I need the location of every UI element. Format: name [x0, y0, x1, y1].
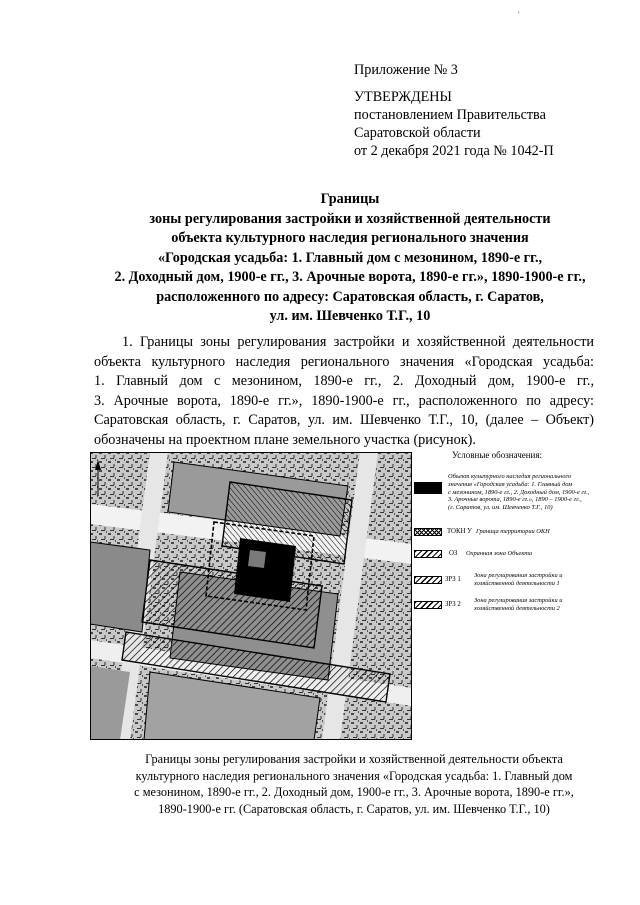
- legend-code: ЗРЗ 2: [445, 601, 461, 608]
- caption-line: с мезонином, 1890-е гг., 2. Доходный дом, 1900-е гг., 3. Арочные ворота, 1890-е гг.»,: [134, 785, 574, 799]
- body-paragraph: [94, 333, 594, 450]
- caption-line: культурного наследия регионального значения «Городская усадьба: 1. Главный дом: [135, 768, 573, 783]
- legend-text: Зона регулирования застройки и: [474, 597, 563, 604]
- legend-text: значения «Городская усадьба: 1. Главный дом: [448, 480, 573, 488]
- figure-caption: [80, 751, 628, 817]
- heritage-object-courtyard: [248, 550, 266, 568]
- approved-label: УТВЕРЖДЕНЫ: [354, 89, 452, 105]
- title-line: расположенного по адресу: Саратовская область, г. Саратов,: [156, 288, 544, 305]
- legend-text: с мезонином, 1890-е гг., 2. Доходный дом, 1900-е гг.,: [448, 488, 590, 496]
- body-line: 1. Границы зоны регулирования застройки и хозяйственной деятельности: [122, 334, 594, 350]
- document-title: [60, 190, 640, 327]
- title-line: ул. им. Шевченко Т.Г., 10: [269, 308, 431, 324]
- legend-title: Условные обозначения:: [452, 450, 543, 460]
- caption-line: 1890-1900-е гг. (Саратовская область, г. Саратов, ул. им. Шевченко Т.Г., 10): [158, 801, 550, 816]
- title-line: зоны регулирования застройки и хозяйственной деятельности: [149, 210, 551, 227]
- heritage-object: [234, 538, 296, 602]
- title-line: объекта культурного наследия регионального значения: [171, 230, 529, 246]
- title-line: 2. Доходный дом, 1900-е гг., 3. Арочные ворота, 1890-е гг.», 1890-1900-е гг.,: [114, 269, 586, 285]
- approved-by-line-1: постановлением Правительства: [354, 107, 546, 123]
- legend-item-zrz-1: [474, 572, 624, 588]
- legend-text: хозяйственной деятельности 1: [474, 579, 560, 587]
- legend-text: Зона регулирования застройки и: [474, 572, 563, 579]
- body-line: 1. Главный дом с мезонином, 1890-е гг., 2. Доходный дом, 1900-е гг.,: [94, 373, 594, 389]
- legend-text: 3. Арочные ворота, 1890-е гг.», 1890 – 1900-е гг.,: [448, 496, 582, 504]
- legend-text: хозяйственной деятельности 2: [474, 604, 560, 612]
- legend-swatch-oz: [414, 550, 442, 558]
- body-line: 3. Арочные ворота, 1890-е гг.», 1890-1900-е гг., расположенного по адресу:: [94, 392, 594, 409]
- appendix-label: Приложение № 3: [354, 62, 458, 78]
- body-line: Саратовская область, г. Саратов, ул. им. Шевченко Т.Г., 10, (далее – Объект): [94, 412, 594, 428]
- title-line: Границы: [320, 191, 380, 207]
- legend-code: ЗРЗ 1: [445, 576, 461, 583]
- scan-mark: ': [518, 10, 520, 20]
- legend-swatch-heritage-object: [414, 482, 442, 494]
- legend-text: (г. Саратов, ул. им. Шевченко Т.Г., 10): [448, 504, 553, 512]
- body-line: объекта культурного наследия регионального значения «Городская усадьба:: [94, 353, 594, 370]
- legend-swatch-territory: [414, 528, 442, 536]
- legend-item-heritage-object: [448, 473, 628, 512]
- caption-line: Границы зоны регулирования застройки и хозяйственной деятельности объекта: [145, 752, 563, 766]
- legend-code: ОЗ: [449, 550, 458, 557]
- approved-date: от 2 декабря 2021 года № 1042-П: [354, 143, 554, 159]
- approved-by-line-2: Саратовской области: [354, 125, 481, 141]
- body-line: обозначены на проектном плане земельного участка (рисунок).: [94, 431, 476, 448]
- title-line: «Городская усадьба: 1. Главный дом с мезонином, 1890-е гг.,: [157, 249, 543, 266]
- legend-code: ТОКН У: [447, 528, 472, 535]
- legend-text: Объект культурного наследия регионального: [448, 473, 572, 480]
- legend-swatch-zrz-1: [414, 576, 442, 584]
- legend-text: Охранная зона Объекта: [466, 550, 533, 557]
- legend-text: Граница территории ОКН: [476, 528, 550, 535]
- legend-item-zrz-2: [474, 597, 624, 613]
- city-block: [90, 542, 150, 632]
- site-plan-map: [90, 452, 412, 740]
- legend-swatch-zrz-2: [414, 601, 442, 609]
